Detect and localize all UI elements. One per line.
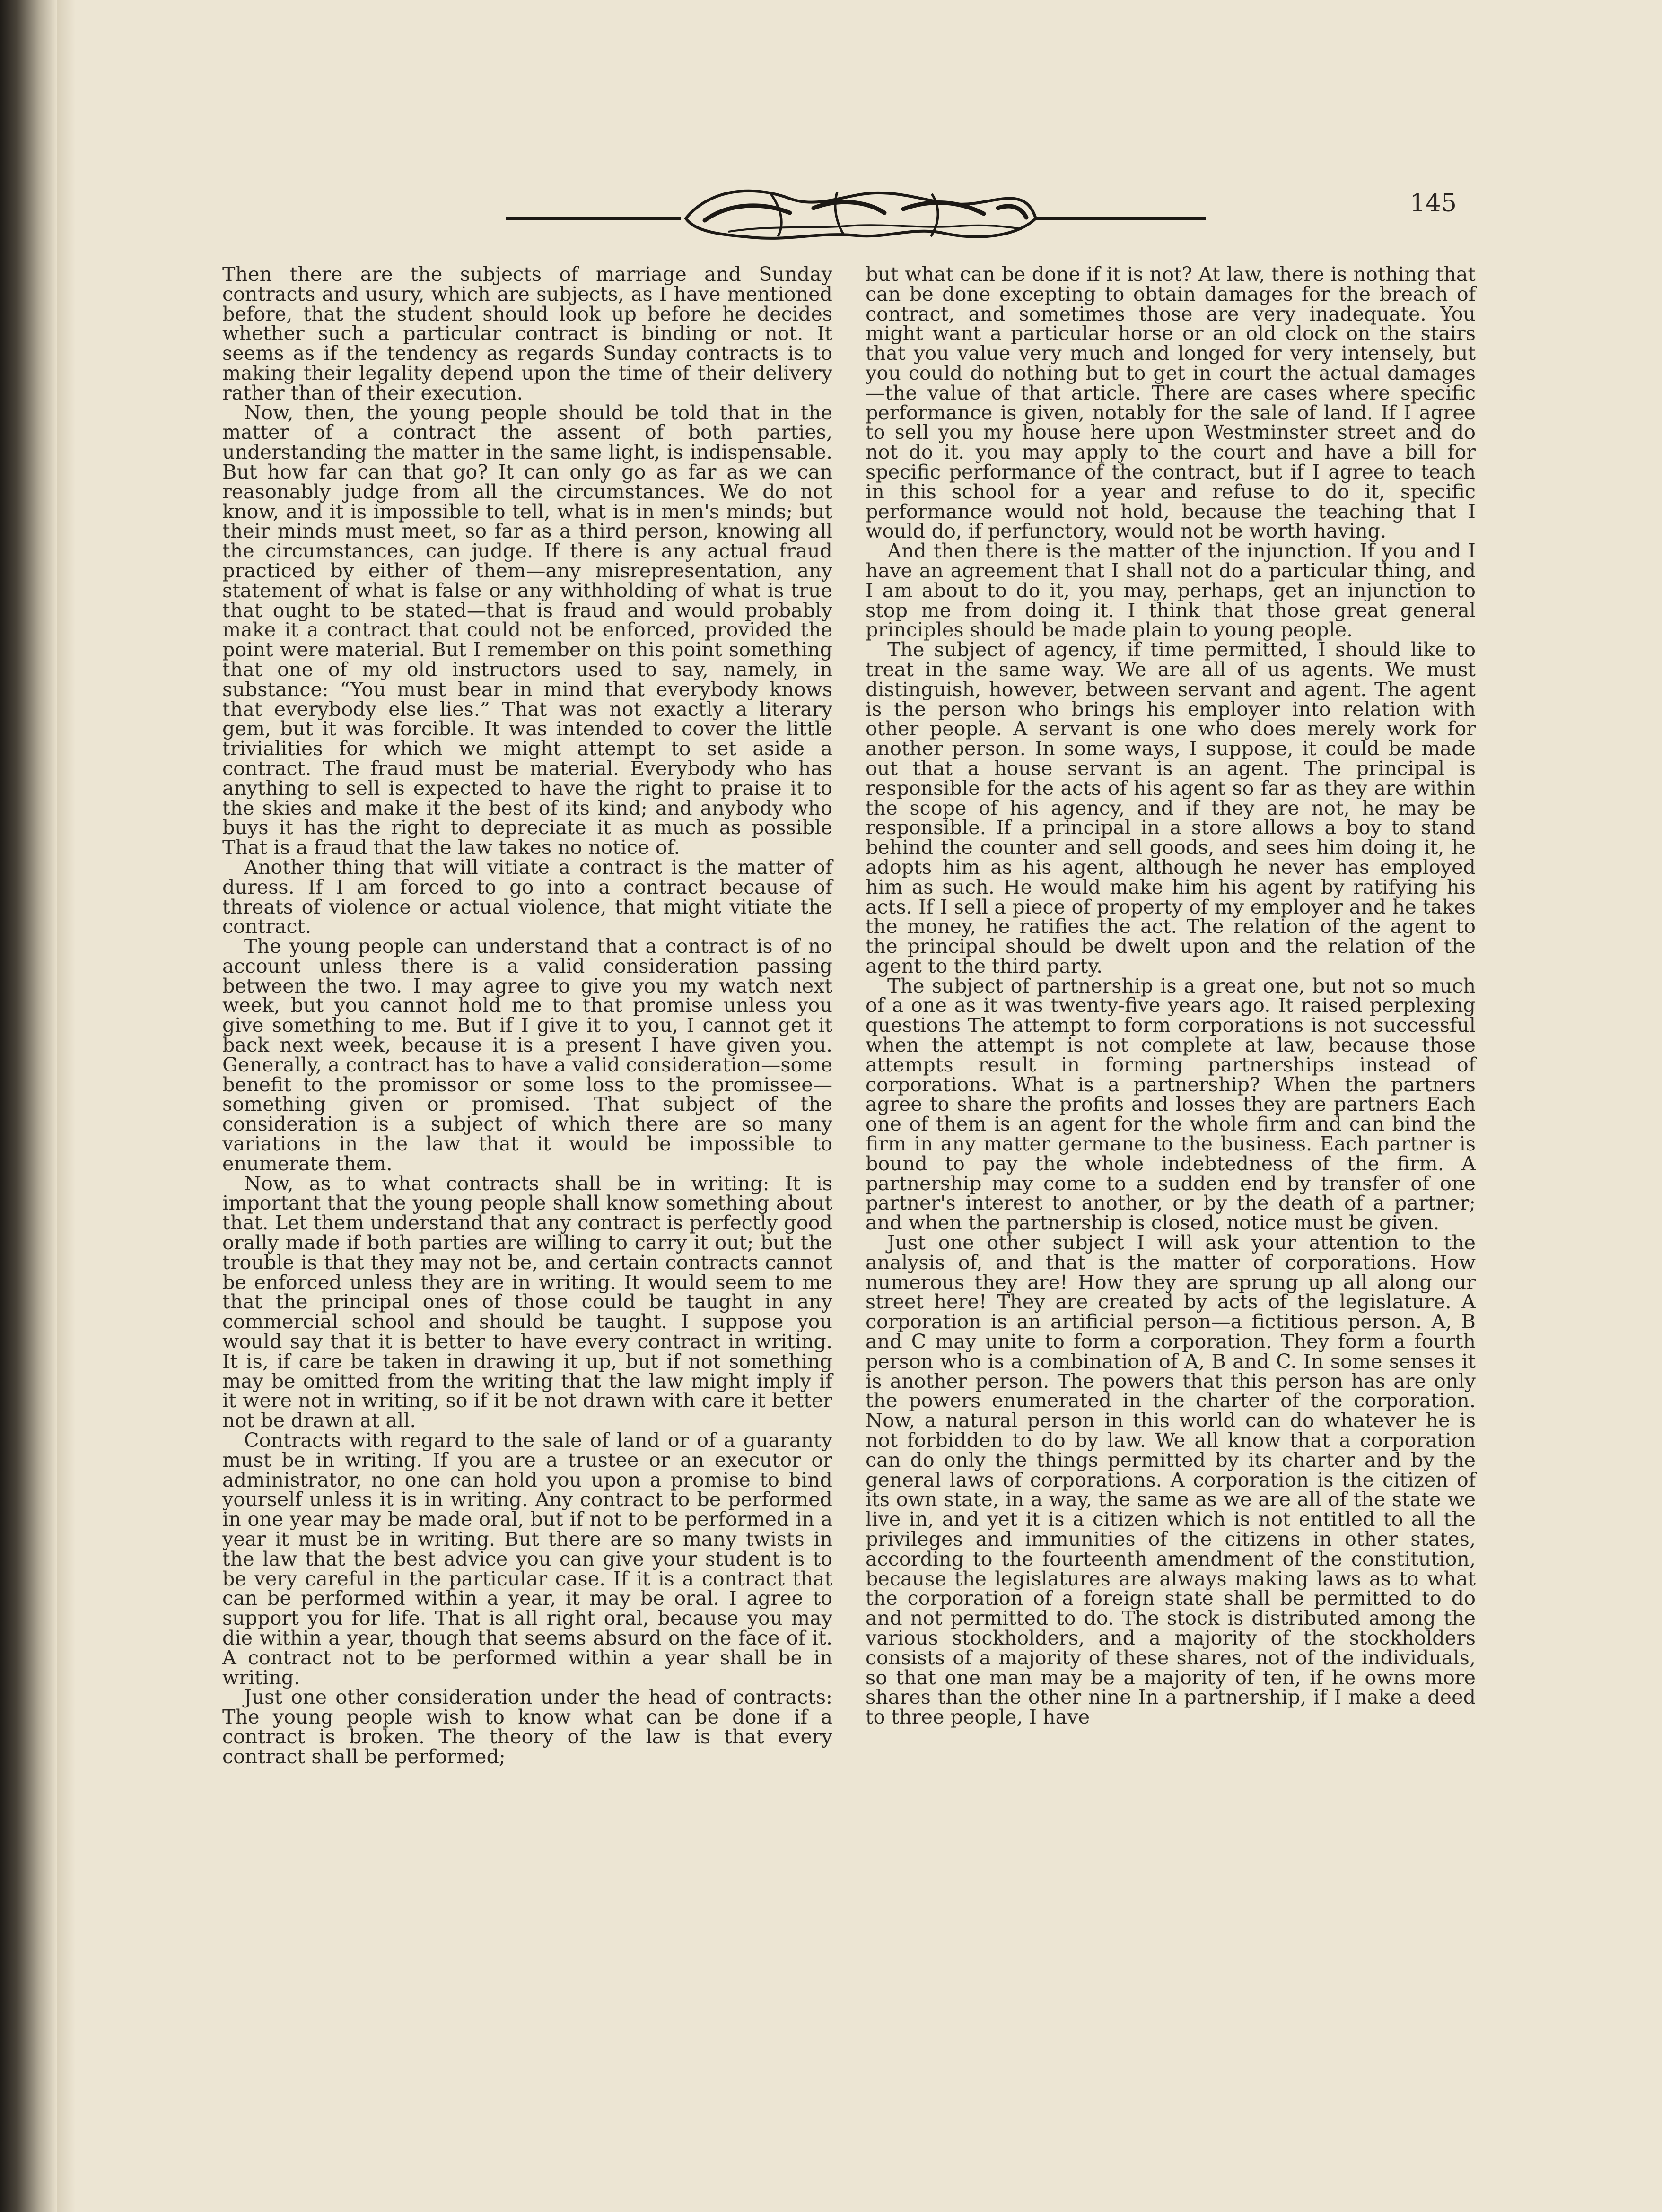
paragraph: Now, as to what contracts shall be in writing: It is important that the young people shall know something about that. Let them understand that any contract is perfectly good orally made if both parties are willing to carry it out; but the trouble is that they may not be, and certain contracts cannot be enforced unless they are in writing. It would seem to me that the principal ones of those could be taught in any commercial school and should be taught. I suppose you would say that it is better to have every contract in writing. It is, if care be taken in drawing it up, but if not something may be omitted from the writing that the law might imply if it were not in writing, so if it be not drawn with care it better not be drawn at all. bbox=[222, 1172, 832, 1432]
masthead bbox=[506, 180, 1206, 251]
paragraph: And then there is the matter of the injunction. If you and I have an agreement that I shall not do a particular thing, and I am about to do it, you may, perhaps, get an injunction to stop me from doing it. I think that those great general principles should be made plain to young people. bbox=[866, 540, 1476, 642]
masthead-logo bbox=[506, 180, 1206, 251]
paragraph: Another thing that will vitiate a contract is the matter of duress. If I am forced to go into a contract because of threats of violence or actual violence, that might vitiate the contract. bbox=[222, 855, 832, 938]
paragraph: The subject of agency, if time permitted, I should like to treat in the same way. We are all of us agents. We must distinguish, however, between servant and agent. The agent is the person who brings his employer into relation with other people. A servant is one who does merely work for another person. In some ways, I suppose, it could be made out that a house servant is an agent. The principal is responsible for the acts of his agent so far as they are within the scope of his agency, and if they are not, he may be responsible. If a principal in a store allows a boy to stand behind the counter and sell goods, and sees him doing it, he adopts him as his agent, although he never has employed him as such. He would make him his agent by ratifying his acts. If I sell a piece of property of my employer and he takes the money, he ratifies the act. The relation of the agent to the principal should be dwelt upon and the relation of the agent to the third party. bbox=[866, 638, 1476, 977]
paragraph: but what can be done if it is not? At law, there is nothing that can be done excepting to obtain damages for the breach of contract, and sometimes those are very inadequate. You might want a particular horse or an old clock on the stairs that you value very much and longed for very intensely, but you could do nothing but to get in court the actual damages—the value of that article. There are cases where specific performance is given, notably for the sale of land. If I agree to sell you my house here upon Westminster street and do not do it. you may apply to the court and have a bill for specific performance of the contract, but if I agree to teach in this school for a year and refuse to do it, specific performance would not hold, because the teaching that I would do, if perfunctory, would not be worth having. bbox=[866, 263, 1476, 543]
paragraph: Contracts with regard to the sale of land or of a guaranty must be in writing. If you are a trustee or an executor or administrator, no one can hold you upon a promise to bind yourself unless it is in writing. Any contract to be performed in one year may be made oral, but if not to be performed in a year it must be in writing. But there are so many twists in the law that the best advice you can give your student is to be very careful in the particular case. If it is a contract that can be performed within a year, it may be oral. I agree to support you for life. That is all right oral, because you may die within a year, though that seems absurd on the face of it. A contract not to be performed within a year shall be in writing. bbox=[222, 1429, 832, 1689]
paragraph: Now, then, the young people should be told that in the matter of a contract the assent of both parties, understanding the matter in the same light, is indispensable. But how far can that go? It can only go as far as we can reasonably judge from all the circumstances. We do not know, and it is impossible to tell, what is in men's minds; but their minds must meet, so far as a third person, knowing all the circumstances, can judge. If there is any actual fraud practiced by either of them—any misrepresentation, any statement of what is false or any withholding of what is true that ought to be stated—that is fraud and would probably make it a contract that could not be enforced, provided the point were material. But I remember on this point something that one of my old instructors used to say, namely, in substance: “You must bear in mind that everybody knows that everybody else lies.” That was not exactly a literary gem, but it was forcible. It was intended to cover the little trivialities for which we might attempt to set aside a contract. The fraud must be material. Everybody who has anything to sell is expected to have the right to praise it to the skies and make it the best of its kind; and anybody who buys it has the right to depreciate it as much as possible That is a fraud that the law takes no notice of. bbox=[222, 401, 832, 859]
paragraph: Just one other consideration under the head of contracts: The young people wish to know what can be done if a contract is broken. The theory of the law is that every contract shall be performed; bbox=[222, 1686, 832, 1768]
paragraph: The young people can understand that a contract is of no account unless there is a valid consideration passing between the two. I may agree to give you my watch next week, but you cannot hold me to that promise unless you give something to me. But if I give it to you, I cannot get it back next week, because it is a present I have given you. Generally, a contract has to have a valid consideration—some benefit to the promissor or some loss to the promissee—something given or promised. That subject of the consideration is a subject of which there are so many variations in the law that it would be impossible to enumerate them. bbox=[222, 935, 832, 1175]
book-gutter bbox=[0, 0, 57, 2212]
page-edge bbox=[57, 0, 76, 2212]
left-column bbox=[222, 265, 832, 1767]
paragraph: Just one other subject I will ask your attention to the analysis of, and that is the matter of corporations. How numerous they are! How they are sprung up all along our street here! They are created by acts of the legislature. A corporation is an artificial person—a fictitious person. A, B and C may unite to form a corporation. They form a fourth person who is a combination of A, B and C. In some senses it is another person. The powers that this person has are only the powers enumerated in the charter of the corporation. Now, a natural person in this world can do whatever he is not forbidden to do by law. We all know that a corporation can do only the things permitted by its charter and by the general laws of corporations. A corporation is the citizen of its own state, in a way, the same as we are all of the state we live in, and yet it is a citizen which is not entitled to all the privileges and immunities of the citizens in other states, according to the fourteenth amendment of the constitution, because the legislatures are always making laws as to what the corporation of a foreign state shall be permitted to do and not permitted to do. The stock is distributed among the various stockholders, and a majority of the stockholders consists of a majority of these shares, not of the individuals, so that one man may be a majority of ten, if he owns more shares than the other nine In a partnership, if I make a deed to three people, I have bbox=[866, 1231, 1476, 1729]
paragraph: The subject of partnership is a great one, but not so much of a one as it was twenty-five years ago. It raised perplexing questions The attempt to form corporations is not successful when the attempt is not complete at law, because those attempts result in forming partnerships instead of corporations. What is a partnership? When the partners agree to share the profits and losses they are partners Each one of them is an agent for the whole firm and can bind the firm in any matter germane to the business. Each partner is bound to pay the whole indebtedness of the firm. A partnership may come to a sudden end by transfer of one partner's interest to another, or by the death of a partner; and when the partnership is closed, notice must be given. bbox=[866, 974, 1476, 1235]
paragraph: Then there are the subjects of marriage and Sunday contracts and usury, which are subjects, as I have mentioned before, that the student should look up before he decides whether such a particular contract is binding or not. It seems as if the tendency as regards Sunday contracts is to making their legality depend upon the time of their delivery rather than of their execution. bbox=[222, 263, 832, 404]
page-number: 145 bbox=[1409, 189, 1457, 218]
right-column bbox=[866, 265, 1476, 1727]
